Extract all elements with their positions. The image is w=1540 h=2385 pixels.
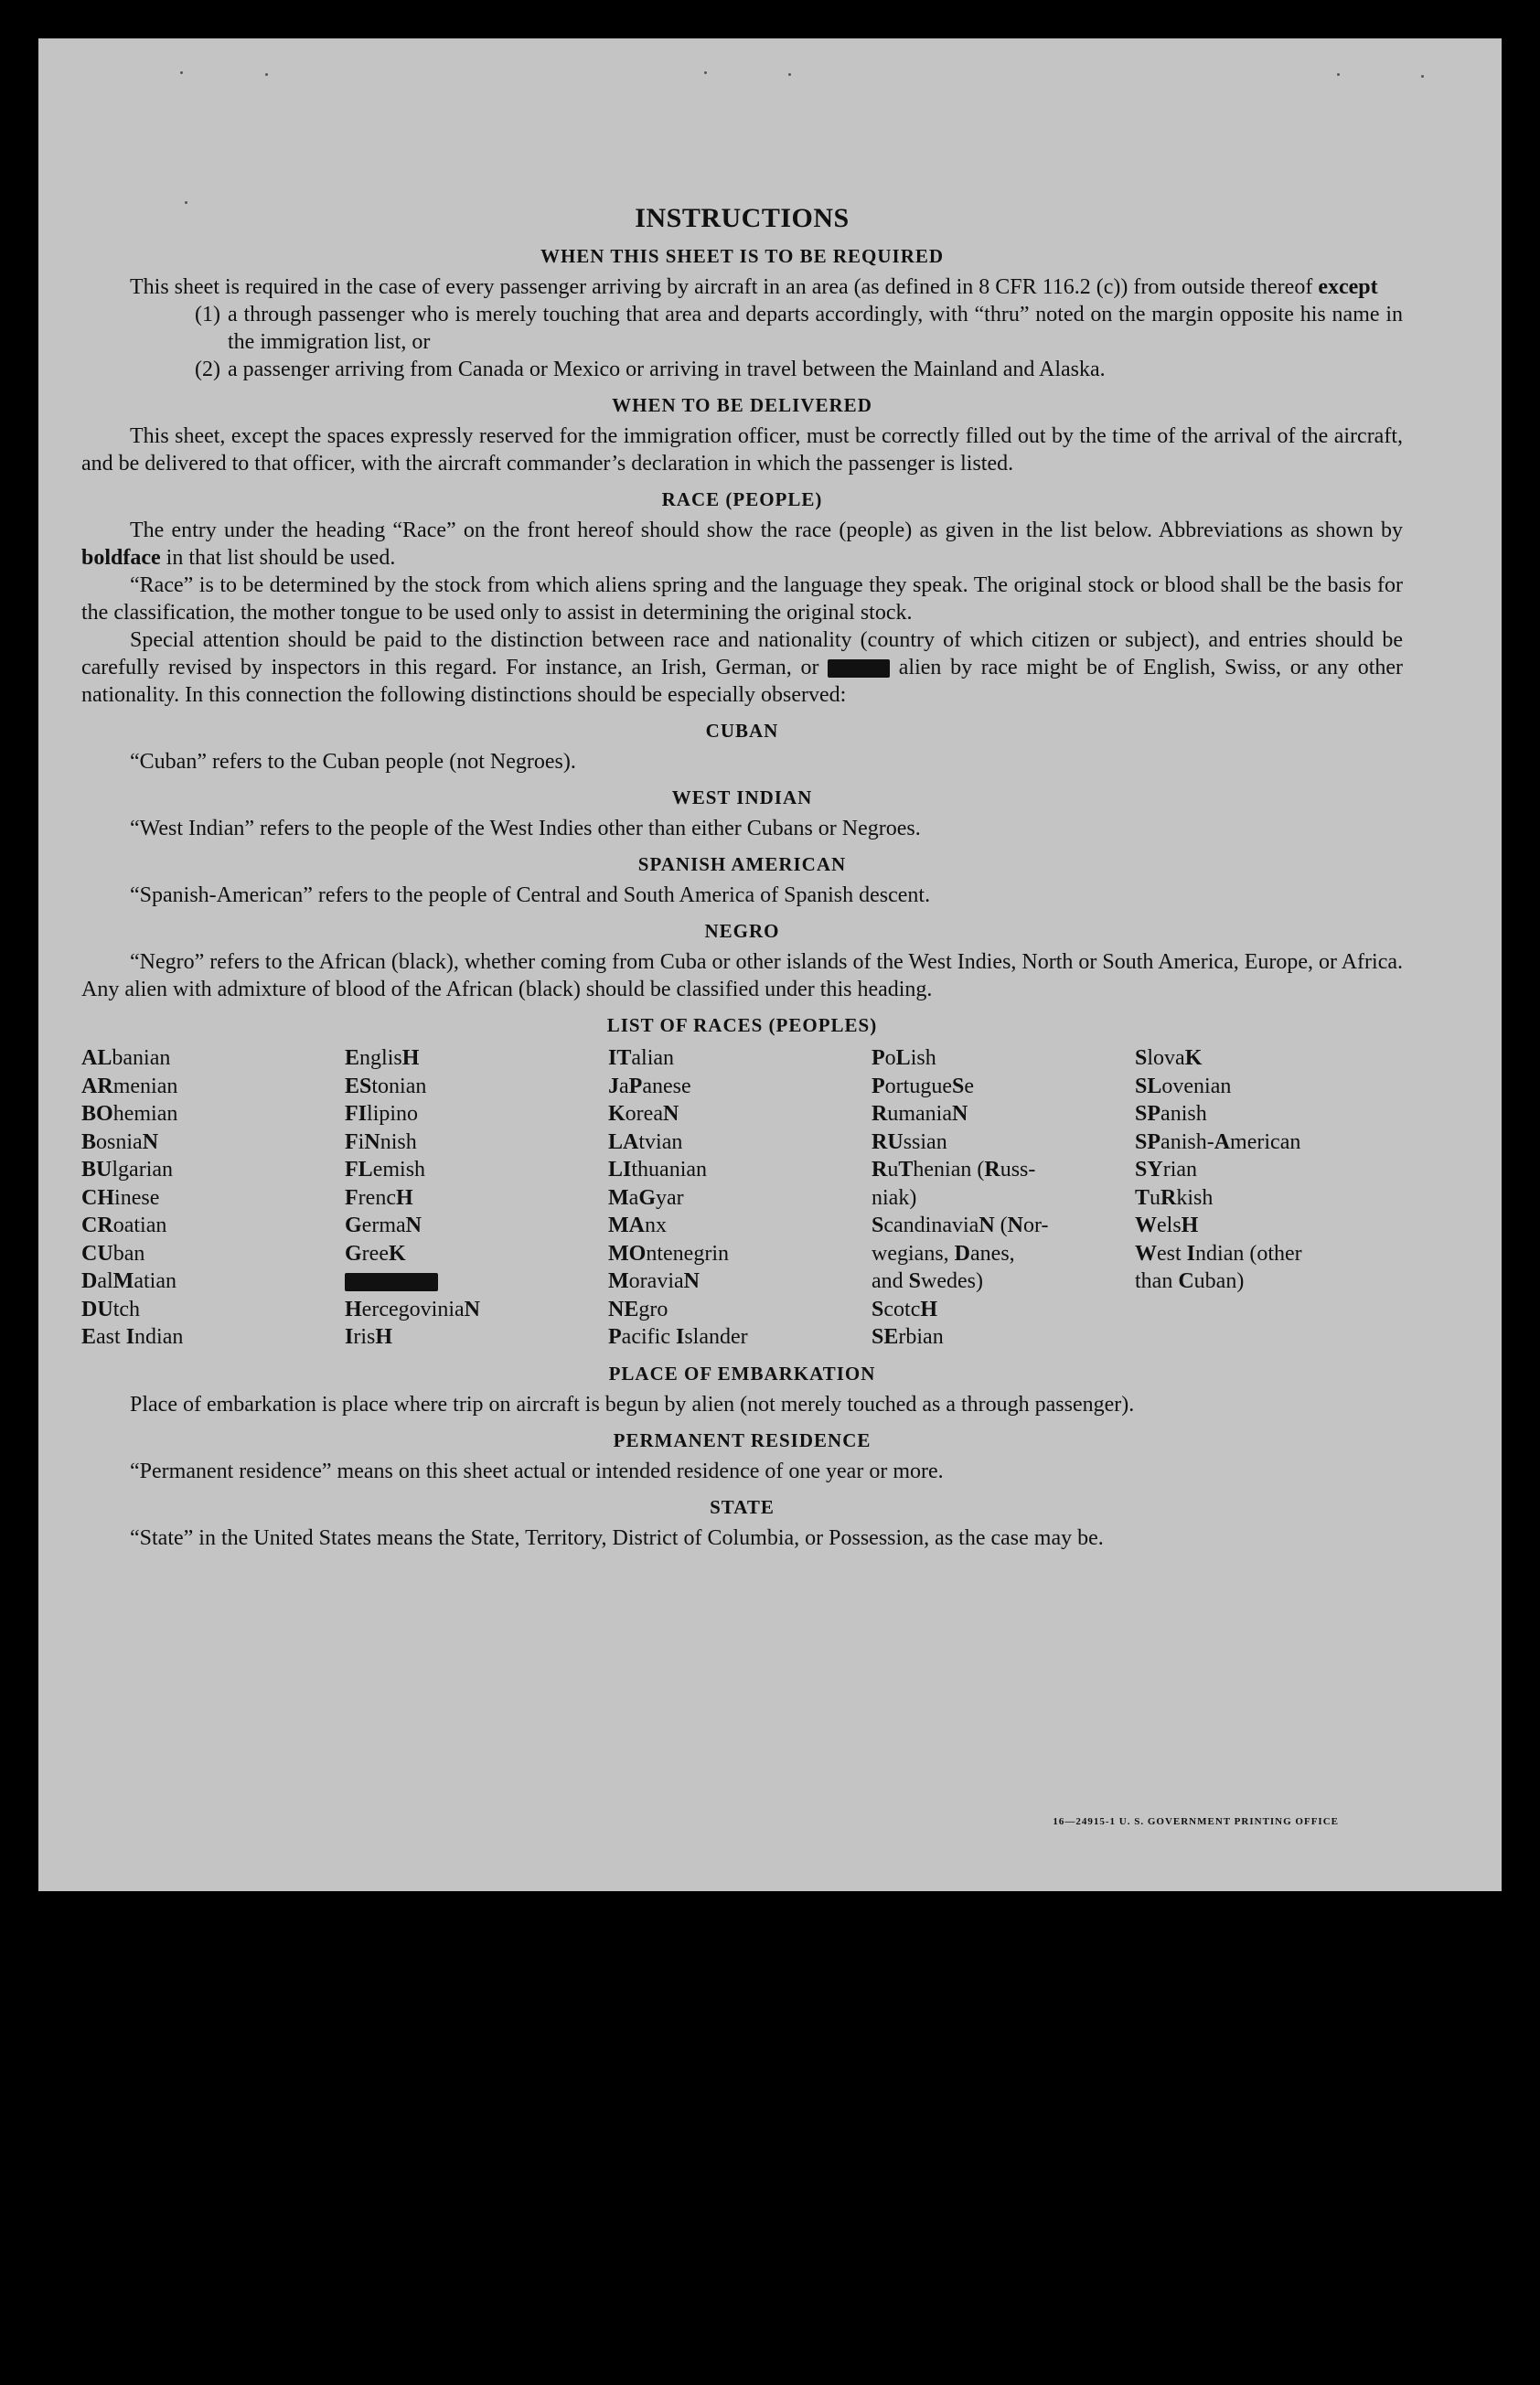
race-paragraph-3: Special attention should be paid to the distinction between race and nationality (country of which citizen or subject), and entries should be carefully revised by inspectors in this regard. For instance, an Irish, German, or alien by race might be of English, Swiss, or any other nationality. In this connection the following distinctions should be especially observed: xyxy=(81,628,1404,707)
race-item-continued: wegians, Danes, xyxy=(872,1241,1015,1266)
race-item: NEgro xyxy=(608,1297,668,1321)
race-item: PortugueSe xyxy=(872,1074,975,1098)
race-column-4 xyxy=(872,1044,1135,1352)
race-item-continued: niak) xyxy=(872,1185,917,1210)
race-item: HercegoviniaN xyxy=(345,1297,480,1321)
embarkation-text: Place of embarkation is place where trip on aircraft is begun by alien (not merely touched as a through passenger). xyxy=(130,1392,1135,1417)
race-item: JaPanese xyxy=(608,1074,691,1098)
race-item-continued: than Cuban) xyxy=(1135,1269,1245,1293)
race-column-1 xyxy=(81,1044,345,1352)
document-sheet xyxy=(38,38,1502,1891)
race-item: MOntenegrin xyxy=(608,1241,729,1266)
race-item: FiNnish xyxy=(345,1129,417,1154)
race-item: KoreaN xyxy=(608,1102,679,1126)
heading-place-of-embarkation: PLACE OF EMBARKATION xyxy=(608,1362,876,1385)
race-item: PoLish xyxy=(872,1046,936,1070)
race-item: Pacific Islander xyxy=(608,1325,748,1349)
race-item: IrisH xyxy=(345,1325,393,1349)
race-item: CHinese xyxy=(81,1185,160,1210)
heading-negro: NEGRO xyxy=(704,920,780,942)
race-item: CRoatian xyxy=(81,1214,167,1237)
state-text: “State” in the United States means the State, Territory, District of Columbia, or Possession, as the case may be. xyxy=(130,1525,1104,1550)
printing-office-code: 16—24915-1 U. S. GOVERNMENT PRINTING OFFICE xyxy=(1053,1816,1339,1827)
race-item: DUtch xyxy=(81,1297,141,1321)
race-item: FLemish xyxy=(345,1158,426,1182)
race-column-2 xyxy=(345,1044,608,1352)
heading-list-of-races: LIST OF RACES (PEOPLES) xyxy=(606,1014,878,1036)
heading-permanent-residence: PERMANENT RESIDENCE xyxy=(613,1428,872,1451)
race-item: RumaniaN xyxy=(872,1102,968,1126)
race-item: BOhemian xyxy=(81,1102,178,1126)
race-item: ALbanian xyxy=(81,1046,171,1070)
required-intro: This sheet is required in the case of every passenger arriving by aircraft in an area (as defined in 8 CFR 116.2 (c)) from outside thereof except xyxy=(130,275,1378,299)
race-item-continued: and Swedes) xyxy=(872,1269,984,1293)
race-item: LIthuanian xyxy=(608,1158,708,1182)
spanish-american-text: “Spanish-American” refers to the people of Central and South America of Spanish descent. xyxy=(130,883,931,907)
race-item: CUban xyxy=(81,1241,145,1266)
race-item-redacted xyxy=(345,1267,608,1296)
race-column-3 xyxy=(608,1044,872,1352)
race-item: West Indian (other xyxy=(1135,1241,1302,1266)
race-item: BosniaN xyxy=(81,1129,159,1154)
heading-spanish-american: SPANISH AMERICAN xyxy=(637,853,847,875)
instructions-body xyxy=(81,157,1403,1552)
redaction-mark xyxy=(828,659,890,678)
race-item: SYrian xyxy=(1135,1158,1198,1182)
race-item: MoraviaN xyxy=(608,1269,700,1293)
race-item: GermaN xyxy=(345,1214,422,1237)
race-item: SPanish xyxy=(1135,1102,1207,1126)
race-item: ScotcH xyxy=(872,1297,938,1321)
page-title: INSTRUCTIONS xyxy=(635,203,850,233)
race-item: SErbian xyxy=(872,1325,944,1349)
race-list xyxy=(81,1044,1403,1352)
race-column-5 xyxy=(1135,1044,1373,1352)
race-item: SPanish-American xyxy=(1135,1129,1301,1154)
heading-west-indian: WEST INDIAN xyxy=(671,786,813,808)
race-item: SLovenian xyxy=(1135,1074,1232,1098)
race-item: EnglisH xyxy=(345,1046,420,1070)
race-item: ITalian xyxy=(608,1046,675,1070)
negro-text: “Negro” refers to the African (black), whether coming from Cuba or other islands of the West Indies, North or South America, Europe, or Africa. Any alien with admixture of blood of the African (black) should be classified under this heading. xyxy=(81,950,1403,1001)
cuban-text: “Cuban” refers to the Cuban people (not Negroes). xyxy=(130,750,576,774)
race-paragraph-1: The entry under the heading “Race” on the front hereof should show the race (people) as given in the list below. Abbreviations as shown by boldface in that list should be used. xyxy=(81,519,1403,570)
residence-text: “Permanent residence” means on this sheet actual or intended residence of one year or more. xyxy=(130,1459,944,1483)
race-item: ScandinaviaN (Nor- xyxy=(872,1214,1049,1237)
race-item: EStonian xyxy=(345,1074,427,1098)
heading-when-delivered: WHEN TO BE DELIVERED xyxy=(612,394,872,416)
heading-when-required: WHEN THIS SHEET IS TO BE REQUIRED xyxy=(540,245,945,267)
race-item: MAnx xyxy=(608,1214,667,1237)
race-item: LAtvian xyxy=(608,1129,683,1154)
race-item: RuThenian (Russ- xyxy=(872,1158,1036,1182)
required-item-1: (1) a through passenger who is merely touching that area and departs accordingly, with “thru” noted on the margin opposite his name in the immigration list, or xyxy=(195,303,1403,354)
race-item: SlovaK xyxy=(1135,1046,1203,1070)
heading-race: RACE (PEOPLE) xyxy=(661,488,823,510)
race-item: BUlgarian xyxy=(81,1158,174,1182)
race-paragraph-2: “Race” is to be determined by the stock from which aliens spring and the language they speak. The original stock or blood shall be the basis for the classification, the mother tongue to be used only to assist in determining the original stock. xyxy=(81,573,1403,625)
race-item: GreeK xyxy=(345,1241,406,1266)
race-item: FrencH xyxy=(345,1185,413,1210)
race-item: MaGyar xyxy=(608,1185,684,1210)
delivered-text: This sheet, except the spaces expressly reserved for the immigration officer, must be correctly filled out by the time of the arrival of the aircraft, and be delivered to that officer, with the aircraft commander’s declaration in which the passenger is listed. xyxy=(81,424,1403,476)
race-item: WelsH xyxy=(1135,1214,1199,1237)
race-item: East Indian xyxy=(81,1325,184,1349)
race-item: ARmenian xyxy=(81,1074,178,1098)
heading-state: STATE xyxy=(710,1495,775,1518)
race-item: DalMatian xyxy=(81,1269,176,1293)
west-indian-text: “West Indian” refers to the people of the West Indies other than either Cubans or Negroes. xyxy=(130,817,921,840)
redaction-mark xyxy=(345,1273,438,1291)
heading-cuban: CUBAN xyxy=(705,720,779,742)
race-item: RUssian xyxy=(872,1129,947,1154)
race-item: FIlipino xyxy=(345,1102,419,1126)
race-item: TuRkish xyxy=(1135,1185,1214,1210)
required-item-2: (2) a passenger arriving from Canada or Mexico or arriving in travel between the Mainland and Alaska. xyxy=(195,358,1106,381)
